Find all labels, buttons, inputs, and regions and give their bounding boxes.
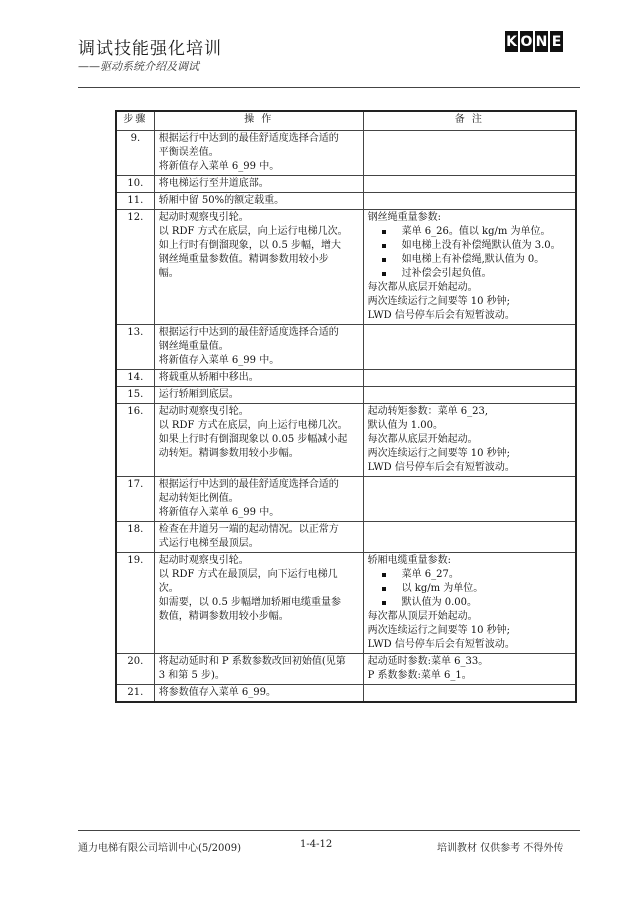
step-number: 9.: [116, 131, 154, 176]
operation-line: 如上行时有倒溜现象，以 0.5 步幅，增大: [158, 240, 342, 251]
operation-line: 3 和第 5 步)。: [158, 670, 225, 681]
table-row: [116, 210, 576, 325]
step-number: 10.: [116, 176, 154, 193]
operation-cell: [154, 685, 363, 703]
operation-line: 将新值存入菜单 6_99 中。: [158, 507, 280, 518]
operation-line: 将新值存入菜单 6_99 中。: [158, 161, 280, 172]
footer-company: 通力电梯有限公司培训中心(5/2009): [78, 843, 241, 854]
steps-body: [116, 131, 576, 703]
table-row: [116, 553, 576, 654]
remarks-line: 两次连续运行之间要等 10 秒钟;: [367, 625, 511, 636]
remarks-cell: [363, 404, 576, 477]
operation-line: 根据运行中达到的最佳舒适度选择合适的: [158, 133, 339, 144]
table-row: [116, 176, 576, 193]
operation-cell: [154, 553, 363, 654]
remarks-bullet-item: 默认值为 0.00。: [368, 596, 571, 610]
table-row: [116, 193, 576, 210]
footer-notice: 培训教材 仅供参考 不得外传: [437, 843, 564, 854]
remarks-bullet-item: 过补偿会引起负值。: [368, 267, 571, 281]
step-number: 20.: [116, 654, 154, 685]
operation-line: 将新值存入菜单 6_99 中。: [158, 355, 280, 366]
column-header-operation: 操 作: [154, 111, 363, 131]
remarks-bullet-item: 如电梯上有补偿绳,默认值为 0。: [368, 253, 571, 267]
operation-cell: [154, 477, 363, 522]
operation-cell: [154, 131, 363, 176]
remarks-cell: [363, 654, 576, 685]
remarks-bullet-list: [368, 568, 571, 610]
table-header-row: [116, 111, 576, 131]
logo-letter: E: [550, 31, 563, 52]
remarks-line: 每次都从底层开始起动。: [367, 282, 478, 293]
remarks-bullet-item: 如电梯上没有补偿绳默认值为 3.0。: [368, 239, 571, 253]
footer-divider: [78, 830, 580, 831]
operation-cell: [154, 176, 363, 193]
operation-cell: [154, 404, 363, 477]
page-title: 调试技能强化培训: [78, 39, 222, 59]
operation-line: 根据运行中达到的最佳舒适度选择合适的: [158, 479, 339, 490]
operation-line: 起动时观察曳引轮。: [158, 555, 249, 566]
remarks-cell: [363, 193, 576, 210]
remarks-bullet-item: 以 kg/m 为单位。: [368, 582, 571, 596]
operation-line: 运行轿厢到底层。: [158, 389, 239, 400]
logo-letter: N: [535, 31, 548, 52]
remarks-line: P 系数参数:菜单 6_1。: [367, 670, 472, 681]
operation-line: 起动时观察曳引轮。: [158, 212, 249, 223]
table-row: [116, 404, 576, 477]
remarks-line: 两次连续运行之间要等 10 秒钟;: [367, 448, 511, 459]
step-number: 11.: [116, 193, 154, 210]
remarks-cell: [363, 522, 576, 553]
step-number: 15.: [116, 387, 154, 404]
remarks-cell: [363, 553, 576, 654]
operation-line: 根据运行中达到的最佳舒适度选择合适的: [158, 327, 339, 338]
remarks-line: 每次都从底层开始起动。: [367, 434, 478, 445]
operation-cell: [154, 654, 363, 685]
operation-line: 将起动延时和 P 系数参数改回初始值(见第: [158, 656, 346, 667]
step-number: 17.: [116, 477, 154, 522]
steps-table: [115, 110, 577, 703]
operation-line: 如果上行时有倒溜现象以 0.05 步幅减小起: [158, 434, 348, 445]
operation-cell: [154, 210, 363, 325]
operation-line: 将参数值存入菜单 6_99。: [158, 687, 277, 698]
remarks-bullet-item: 菜单 6_27。: [368, 568, 571, 582]
operation-cell: [154, 193, 363, 210]
kone-logo: [505, 31, 563, 52]
step-number: 12.: [116, 210, 154, 325]
remarks-bullet-list: [368, 225, 571, 281]
operation-cell: [154, 387, 363, 404]
remarks-cell: [363, 477, 576, 522]
remarks-bullet-item: 菜单 6_26。值以 kg/m 为单位。: [368, 225, 571, 239]
operation-line: 钢丝绳重量参数值。精调参数用较小步: [158, 254, 329, 265]
remarks-line: 钢丝绳重量参数:: [367, 212, 441, 223]
table-row: [116, 477, 576, 522]
table-row: [116, 522, 576, 553]
step-number: 21.: [116, 685, 154, 703]
column-header-remarks: 备 注: [363, 111, 576, 131]
operation-line: 检查在井道另一端的起动情况。以正常方: [158, 524, 339, 535]
operation-line: 起动转矩比例值。: [158, 493, 239, 504]
remarks-cell: [363, 325, 576, 370]
remarks-line: 两次连续运行之间要等 10 秒钟;: [367, 296, 511, 307]
operation-cell: [154, 522, 363, 553]
step-number: 16.: [116, 404, 154, 477]
table-row: [116, 325, 576, 370]
remarks-cell: [363, 387, 576, 404]
table-row: [116, 685, 576, 703]
remarks-cell: [363, 685, 576, 703]
remarks-cell: [363, 370, 576, 387]
remarks-line: LWD 信号停车后会有短暂波动。: [367, 310, 515, 321]
logo-letter: K: [505, 31, 518, 52]
remarks-line: 轿厢电缆重量参数:: [367, 555, 451, 566]
operation-line: 以 RDF 方式在底层，向上运行电梯几次。: [158, 420, 348, 431]
remarks-line: 起动延时参数:菜单 6_33。: [367, 656, 489, 667]
operation-cell: [154, 370, 363, 387]
header-divider: [78, 87, 580, 88]
remarks-line: LWD 信号停车后会有短暂波动。: [367, 462, 515, 473]
step-number: 14.: [116, 370, 154, 387]
remarks-line: 默认值为 1.00。: [367, 420, 444, 431]
operation-line: 平衡误差值。: [158, 147, 219, 158]
operation-line: 以 RDF 方式在最顶层，向下运行电梯几: [158, 569, 338, 580]
remarks-line: 每次都从顶层开始起动。: [367, 611, 478, 622]
step-number: 13.: [116, 325, 154, 370]
page-subtitle: ——驱动系统介绍及调试: [78, 60, 199, 73]
table-row: [116, 387, 576, 404]
remarks-line: 起动转矩参数：菜单 6_23,: [367, 406, 489, 417]
remarks-line: LWD 信号停车后会有短暂波动。: [367, 639, 515, 650]
operation-line: 如需要，以 0.5 步幅增加轿厢电缆重量参: [158, 597, 342, 608]
table-row: [116, 370, 576, 387]
remarks-cell: [363, 210, 576, 325]
operation-line: 幅。: [158, 268, 179, 279]
step-number: 19.: [116, 553, 154, 654]
column-header-step: 步骤: [116, 111, 154, 131]
operation-line: 以 RDF 方式在底层，向上运行电梯几次。: [158, 226, 348, 237]
operation-cell: [154, 325, 363, 370]
remarks-cell: [363, 176, 576, 193]
table-row: [116, 654, 576, 685]
operation-line: 将载重从轿厢中移出。: [158, 372, 259, 383]
operation-line: 数值，精调参数用较小步幅。: [158, 611, 289, 622]
operation-line: 轿厢中留 50%的额定载重。: [158, 195, 285, 206]
table-row: [116, 131, 576, 176]
operation-line: 钢丝绳重量值。: [158, 341, 229, 352]
logo-letter: O: [520, 31, 533, 52]
operation-line: 动转矩。精调参数用较小步幅。: [158, 448, 299, 459]
operation-line: 式运行电梯至最顶层。: [158, 538, 259, 549]
footer-page-number: 1-4-12: [300, 839, 333, 850]
operation-line: 将电梯运行至井道底部。: [158, 178, 269, 189]
operation-line: 起动时观察曳引轮。: [158, 406, 249, 417]
remarks-cell: [363, 131, 576, 176]
operation-line: 次。: [158, 583, 179, 594]
step-number: 18.: [116, 522, 154, 553]
